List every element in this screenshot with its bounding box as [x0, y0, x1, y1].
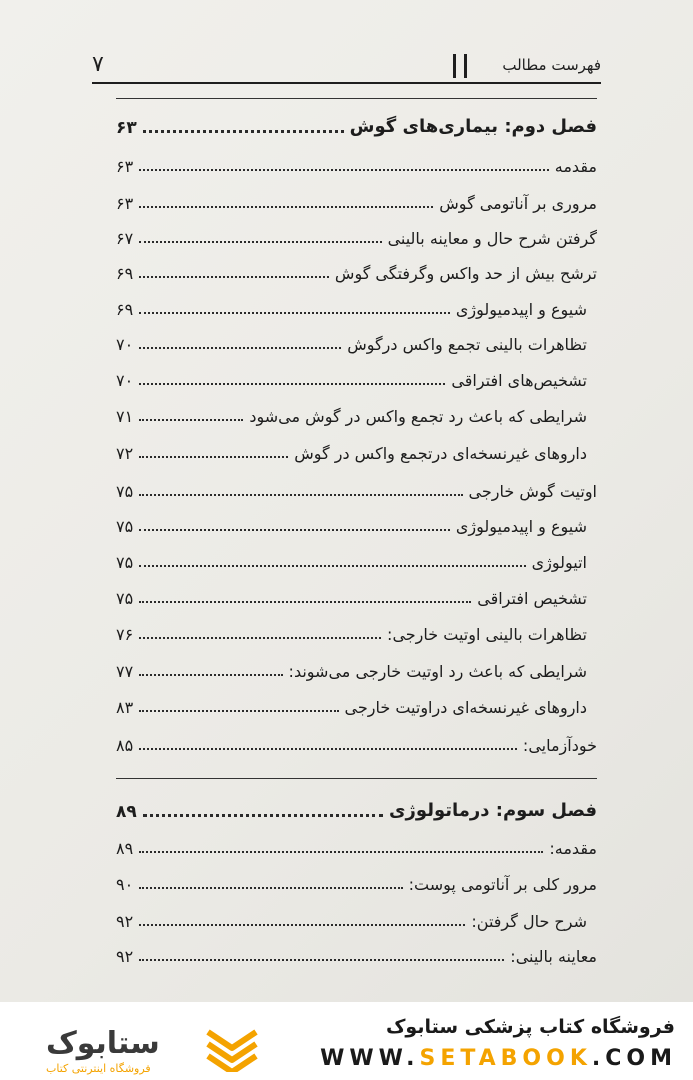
- logo-tagline: فروشگاه اینترنتی کتاب: [46, 1062, 151, 1075]
- toc-entry[interactable]: [116, 864, 597, 894]
- toc-entry-label: تظاهرات بالینی تجمع واکس درگوش: [347, 334, 587, 354]
- toc-entry[interactable]: [116, 289, 597, 319]
- toc-entry-label: تظاهرات بالینی اوتیت خارجی:: [387, 624, 587, 644]
- toc-entry-label: مروری بر آناتومی گوش: [439, 193, 597, 213]
- dot-leader: [139, 674, 282, 676]
- page-number: ۷: [92, 52, 104, 77]
- dot-leader: [139, 241, 381, 243]
- toc-entry-page: ۶۹: [116, 300, 134, 319]
- toc-entry-page: ۷۵: [116, 553, 134, 572]
- toc-entry-page: ۷۱: [116, 407, 134, 426]
- footer-banner: [0, 1002, 693, 1080]
- toc-entry-label: معاینه بالینی:: [510, 946, 597, 966]
- toc-entry-page: ۶۹: [116, 264, 134, 283]
- toc-entry[interactable]: [116, 396, 597, 426]
- dot-leader: [139, 419, 243, 421]
- toc-entry-label: داروهای غیرنسخه‌ای دراوتیت خارجی: [344, 697, 587, 717]
- toc-entry-label: اتیولوژی: [531, 552, 587, 572]
- toc-entry[interactable]: [116, 901, 597, 931]
- dot-leader: [139, 276, 329, 278]
- setabook-logo[interactable]: [36, 1014, 276, 1075]
- toc-entry-label: مقدمه:: [549, 838, 597, 858]
- chevron-logo-icon: [204, 1028, 260, 1072]
- dot-leader: [139, 529, 450, 531]
- toc-entry[interactable]: [116, 828, 597, 858]
- toc-entry-page: ۹۲: [116, 912, 134, 931]
- dot-leader: [139, 637, 381, 639]
- url-brand: SETABOOK: [419, 1046, 592, 1071]
- toc-entry-label: شیوع و اپیدمیولوژی: [455, 516, 587, 536]
- toc-entry-page: ۶۳: [116, 118, 137, 138]
- toc-entry-page: ۶۷: [116, 229, 134, 248]
- chapter-rule: [116, 98, 597, 99]
- logo-text: ستابوک: [46, 1026, 160, 1061]
- url-prefix: WWW.: [320, 1046, 420, 1071]
- toc-entry[interactable]: [116, 218, 597, 248]
- toc-entry[interactable]: [116, 542, 597, 572]
- toc-entry-page: ۷۰: [116, 335, 134, 354]
- toc-entry[interactable]: [116, 433, 597, 463]
- toc-entry-label: مقدمه: [554, 156, 597, 176]
- toc-entry[interactable]: [116, 936, 597, 966]
- toc-entry[interactable]: [116, 614, 597, 644]
- toc-entry-page: ۹۰: [116, 875, 134, 894]
- toc-entry-label: خودآزمایی:: [522, 735, 597, 755]
- toc-entry[interactable]: [116, 253, 597, 283]
- dot-leader: [139, 383, 445, 385]
- toc-entry-page: ۷۲: [116, 444, 134, 463]
- dot-leader: [139, 347, 341, 349]
- toc-entry-label: فصل دوم: بیماری‌های گوش: [349, 116, 597, 138]
- toc-entry-page: ۷۵: [116, 482, 134, 501]
- toc-chapter-heading[interactable]: [116, 108, 597, 138]
- toc-entry-label: اوتیت گوش خارجی: [468, 481, 597, 501]
- toc-entry-page: ۷۵: [116, 517, 134, 536]
- dot-leader: [139, 169, 549, 171]
- dot-leader: [139, 312, 450, 314]
- toc-entry[interactable]: [116, 360, 597, 390]
- toc-entry-page: ۶۳: [116, 157, 134, 176]
- toc-entry-page: ۶۳: [116, 194, 134, 213]
- toc-entry-page: ۷۵: [116, 589, 134, 608]
- dot-leader: [143, 130, 344, 133]
- toc-entry-label: مرور کلی بر آناتومی پوست:: [408, 874, 597, 894]
- dot-leader: [139, 959, 504, 961]
- dot-leader: [143, 814, 383, 817]
- toc-entry-page: ۷۷: [116, 662, 134, 681]
- toc-entry[interactable]: [116, 506, 597, 536]
- toc-entry-label: گرفتن شرح حال و معاینه بالینی: [387, 228, 597, 248]
- toc-entry-label: تشخیص افتراقی: [477, 588, 587, 608]
- toc-entry-label: شرایطی که باعث رد اوتیت خارجی می‌شوند:: [288, 661, 587, 681]
- toc-entry[interactable]: [116, 324, 597, 354]
- toc-entry-page: ۹۲: [116, 947, 134, 966]
- toc-entry-label: شیوع و اپیدمیولوژی: [455, 299, 587, 319]
- dot-leader: [139, 456, 288, 458]
- toc-entry-label: داروهای غیرنسخه‌ای درتجمع واکس در گوش: [294, 443, 587, 463]
- toc-entry-page: ۷۰: [116, 371, 134, 390]
- toc-entry[interactable]: [116, 471, 597, 501]
- toc-entry-page: ۸۳: [116, 698, 134, 717]
- table-of-contents: [116, 0, 597, 1002]
- header-title: فهرست مطالب: [502, 56, 601, 74]
- toc-entry[interactable]: [116, 578, 597, 608]
- toc-entry-page: ۷۶: [116, 625, 134, 644]
- store-name: فروشگاه کتاب پزشکی ستابوک: [385, 1016, 675, 1038]
- toc-entry-label: شرایطی که باعث رد تجمع واکس در گوش می‌شود: [249, 406, 587, 426]
- store-url[interactable]: [320, 1046, 677, 1071]
- dot-leader: [139, 887, 402, 889]
- toc-entry-label: تشخیص‌های افتراقی: [451, 370, 587, 390]
- toc-entry[interactable]: [116, 183, 597, 213]
- url-suffix: .COM: [591, 1046, 677, 1071]
- toc-chapter-heading[interactable]: [116, 792, 597, 822]
- toc-entry[interactable]: [116, 146, 597, 176]
- dot-leader: [139, 851, 543, 853]
- dot-leader: [139, 494, 462, 496]
- toc-entry-label: ترشح بیش از حد واکس وگرفتگی گوش: [334, 263, 597, 283]
- toc-entry-page: ۸۹: [116, 802, 137, 822]
- toc-entry-label: فصل سوم: درماتولوژی: [389, 800, 597, 822]
- toc-entry[interactable]: [116, 725, 597, 755]
- dot-leader: [139, 206, 433, 208]
- toc-entry-page: ۸۹: [116, 839, 134, 858]
- toc-entry[interactable]: [116, 687, 597, 717]
- dot-leader: [139, 748, 517, 750]
- dot-leader: [139, 924, 465, 926]
- chapter-rule: [116, 778, 597, 779]
- dot-leader: [139, 565, 525, 567]
- toc-entry-page: ۸۵: [116, 736, 134, 755]
- dot-leader: [139, 601, 471, 603]
- toc-entry[interactable]: [116, 651, 597, 681]
- dot-leader: [139, 710, 338, 712]
- toc-entry-label: شرح حال گرفتن:: [471, 911, 587, 931]
